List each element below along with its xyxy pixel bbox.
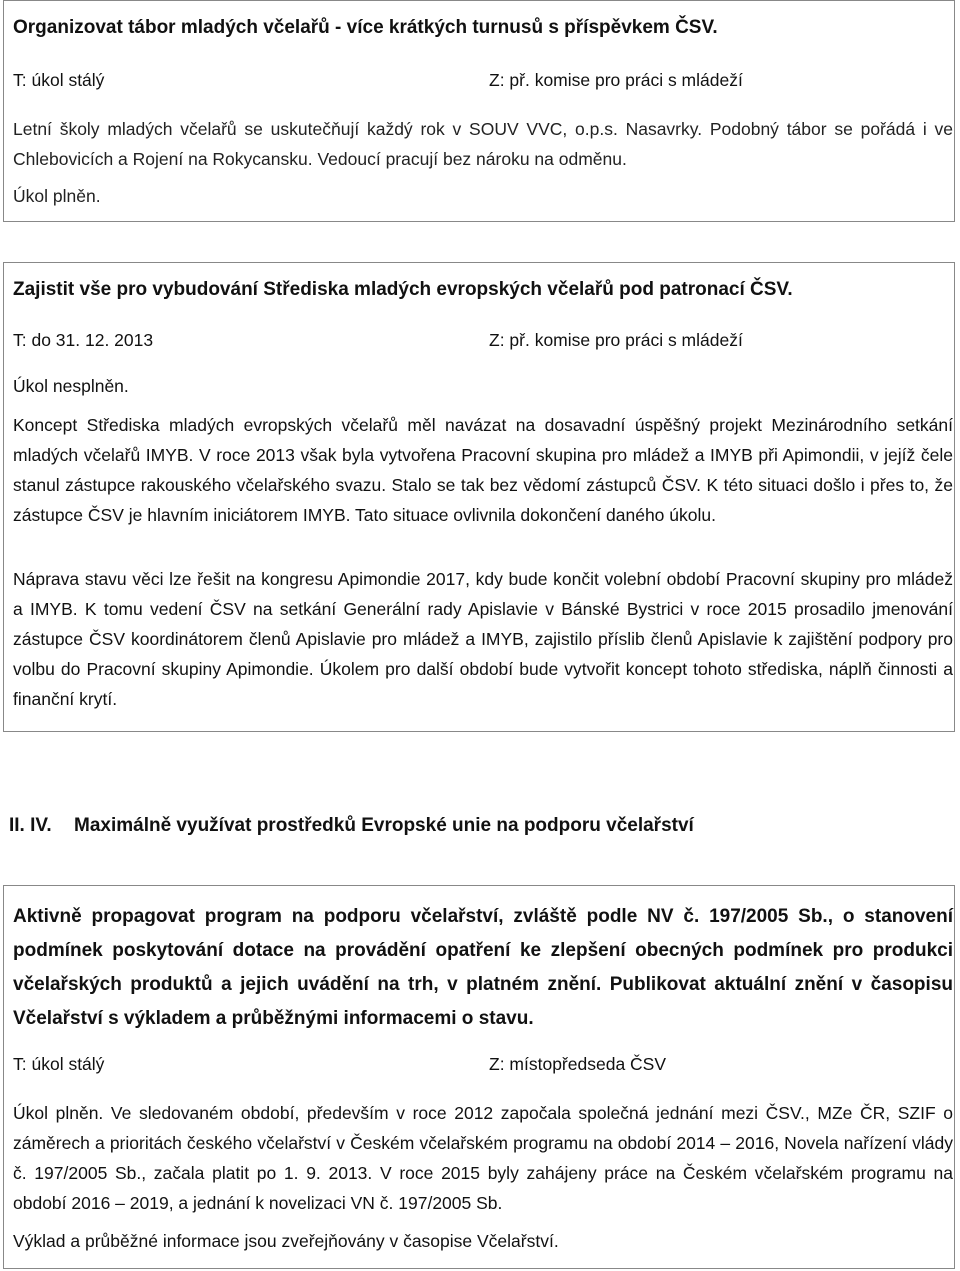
task-box-3	[3, 885, 955, 1269]
task-paragraph: Koncept Střediska mladých evropských včelařů měl navázat na dosavadní úspěšný projekt Mezinárodního setkání mladých včelařů IMYB. V roce 2013 však byla vytvořena Pracovní skupina pro mládež a IMYB při Apimondii, v jejíž čele stanul zástupce rakouského včelařského svazu. Stalo se tak bez vědomí zástupců ČSV. K této situaci došlo i přes to, že zástupce ČSV je hlavním iniciátorem IMYB. Tato situace ovlivnila dokončení daného úkolu.	[13, 415, 953, 525]
task-text: Letní školy mladých včelařů se uskutečňují každý rok v SOUV VVC, o.p.s. Nasavrky. Podobný tábor se pořádá i ve Chlebovicích a Rojení na Rokycansku. Vedoucí pracují bez nároku na odměnu.	[13, 119, 953, 169]
task-status: Úkol plněn.	[13, 186, 101, 206]
section-number: II. IV.	[9, 815, 52, 836]
task-box-2	[3, 262, 955, 732]
task-responsible: Z: místopředseda ČSV	[489, 1054, 667, 1074]
task-paragraph: Náprava stavu věci lze řešit na kongresu Apimondie 2017, kdy bude končit volební období Pracovní skupiny pro mládež a IMYB. K tomu vedení ČSV na setkání Generální rady Apislavie v Bánské Bystrici v roce 2015 prosadilo jmenování zástupce ČSV koordinátorem členů Apislavie pro mládež a IMYB, zajistilo příslib členů Apislavie k zajištění podpory pro volbu do Pracovní skupiny Apimondie. Úkolem pro další období bude vytvořit koncept tohoto střediska, náplň činnosti a finanční krytí.	[13, 569, 953, 709]
task-title: Organizovat tábor mladých včelařů - více krátkých turnusů s příspěvkem ČSV.	[13, 17, 718, 38]
section-title: Maximálně využívat prostředků Evropské unie na podporu včelařství	[74, 815, 694, 836]
task-paragraph: Úkol plněn. Ve sledovaném období, především v roce 2012 započala společná jednání mezi ČSV., MZe ČR, SZIF o záměrech a prioritách českého včelařství v Českém včelařském programu na období 2014 – 2016, Novela nařízení vlády č. 197/2005 Sb., začala platit po 1. 9. 2013. V roce 2015 byly zahájeny práce na Českém včelařském programu na období 2016 – 2019, a jednání k novelizaci VN č. 197/2005 Sb.	[13, 1103, 953, 1213]
task-term: T: úkol stálý	[13, 70, 105, 90]
task-title: Aktivně propagovat program na podporu včelařství, zvláště podle NV č. 197/2005 Sb., o stanovení podmínek poskytování dotace na provádění opatření ke zlepšení obecných podmínek pro produkci včelařských produktů a jejich uvádění na trh, v platném znění. Publikovat aktuální znění v časopisu Včelařství s výkladem a průběžnými informacemi o stavu.	[13, 906, 953, 1029]
task-term: T: úkol stálý	[13, 1054, 105, 1074]
task-term: T: do 31. 12. 2013	[13, 330, 154, 350]
task-title: Zajistit vše pro vybudování Střediska mladých evropských včelařů pod patronací ČSV.	[13, 279, 793, 300]
task-status: Úkol nesplněn.	[13, 376, 129, 396]
task-box-1	[3, 0, 955, 222]
task-responsible: Z: př. komise pro práci s mládeží	[489, 70, 743, 90]
task-responsible: Z: př. komise pro práci s mládeží	[489, 330, 743, 350]
task-paragraph: Výklad a průběžné informace jsou zveřejňovány v časopise Včelařství.	[13, 1231, 559, 1251]
